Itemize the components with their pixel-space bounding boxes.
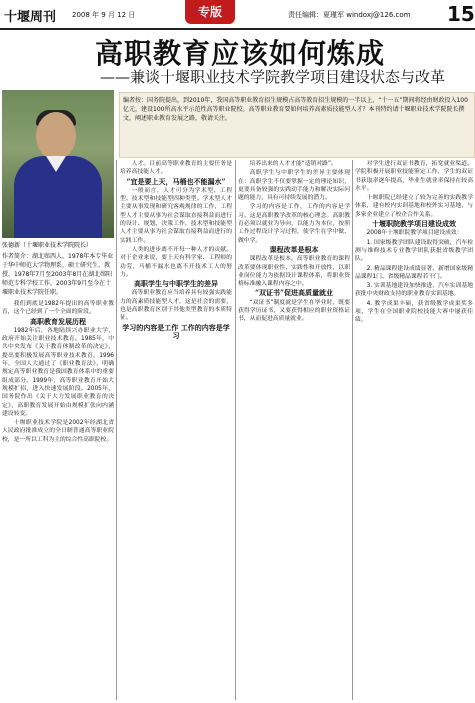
paragraph: 人才。目前高等职业教育的主要任务是培养高技能人才。 — [120, 161, 232, 176]
paragraph: “双证书”制度就是学生在毕业时，既要获得学历证书，又要获得相应的职业资格证书，从而促进高质量就业。 — [238, 299, 350, 323]
paragraph: 课程改革是根本。高等职业教育的课程改革要体现职业性、实践性和开放性，以职业岗位能力为依据设计课程体系，将职业资格标准融入课程内容之中。 — [238, 256, 350, 288]
column-divider — [352, 160, 353, 700]
paragraph: 我们到底是1982年提出的高等职业教育，这个已经到了一个全面的阶段。 — [2, 301, 114, 316]
paper-name: 十堰周刊 — [4, 10, 57, 25]
section-heading: “宜是要上天，马桶也不能漏水” — [126, 176, 226, 186]
article-subtitle: ——兼谈十堰职业技术学院教学项目建设状态与改革 — [100, 68, 446, 86]
article-title: 高职教育应该如何炼成 — [95, 37, 386, 70]
section-tag: 专版 — [185, 0, 235, 24]
section-heading: 学习的内容是工作 工作的内容是学习 — [122, 322, 230, 340]
section-heading: 课程改革是根本 — [269, 244, 319, 254]
section-heading: “双证书”促进高质量就业 — [254, 288, 334, 298]
column-1 — [2, 300, 114, 700]
paragraph: 高等职业教育应当培养具有较强实践能力的高素质技能型人才，这是社会的需要，也是高职教育区别于其他类型教育的本质特征。 — [120, 290, 232, 322]
paragraph: 1982年后，各地陆续兴办职业大学，政府开始关注职业技术教育。1985年，中共中央发布《关于教育体制改革的决定》，提出要积极发展高等职业技术教育。1996年，全国人大通过了《职业教育法》，明确规定高等职业教育是我国教育体系中的重要组成部分。1999年，高等职业教育开始大规模扩招，进入快速发展阶段。2005年，国务院作出《关于大力发展职业教育的决定》，高职教育发展开始由规模扩张向内涵建设转变。 — [2, 327, 114, 417]
paragraph: 培养出来的人才才能“适销对路”。 — [249, 161, 337, 167]
author-bio: 作者简介：湖北郧西人，1978年本专毕业于华中师范大学物理系，硕士研究生，教授，1978年7月至2003年8月在湖北郧阳师范专科学校工作，2003年9月至今在十堰职业技术学院任职。 — [2, 253, 114, 296]
column-divider — [116, 160, 117, 700]
page-number: 15 — [447, 2, 475, 26]
editor-line: 责任编辑：夏瑾军 windoxj@126.com — [288, 11, 411, 19]
paragraph: 十堰职院已经建立了较为完善的实践教学体系，建有校内实训基地和校外实习基地，与多家企业建立了校企合作关系。 — [355, 195, 473, 218]
page-header — [0, 0, 475, 30]
section-heading: 高职教育发展历程 — [30, 316, 86, 326]
paragraph: 2008年十堰职院教学项目建设成效： — [366, 230, 463, 237]
column-4 — [355, 160, 473, 700]
paragraph: 高职学生与中职学生的差异主要体现在：高职学生不仅要掌握一定的理论知识，更要具备较强的实践动手能力和解决实际问题的能力，具有可持续发展的潜力。 — [238, 170, 350, 202]
paragraph: 4. 教学成果丰硕，获省级教学成果奖多项，学生在全国职业院校技能大赛中屡获佳绩。 — [355, 300, 473, 324]
paragraph: 对学生进行双证书教育，拓宽就业渠道。学院积极开展职业技能鉴定工作，学生的双证书获取率逐年提高，毕业生就业率保持在较高水平。 — [355, 161, 473, 192]
paragraph: 1. 国家级教学团队建设取得突破，汽车检测与维修技术专业教学团队获批省级教学团队。 — [355, 239, 473, 263]
photo-caption: 张德新（十堰职业技术学院院长） — [2, 242, 93, 249]
paragraph: 一般而言，人才可分为学术型、工程型、技术型和技能型四种类型。学术型人才主要从事发现和研究客观规律的工作，工程型人才主要从事为社会谋取直接利益而进行的设计、规划、决策工作，技术型和技能型人才主要从事为社会谋取直接利益而进行的实践工作。 — [120, 187, 232, 244]
section-heading: 高职学生与中职学生的差异 — [134, 279, 218, 289]
paragraph: 2. 精品课程建设成绩显著，新增国家级精品课程1门、省级精品课程若干门。 — [355, 265, 473, 280]
paragraph: 学习的内容是工作，工作的内容是学习。这是高职教学改革的核心理念。高职教育必须以就业为导向，以能力为本位，按照工作过程设计学习过程，使学生在学中做、做中学。 — [238, 204, 350, 244]
author-photo — [2, 90, 114, 238]
section-heading: 十堰职院教学项目建设成效 — [372, 219, 456, 229]
issue-date: 2008 年 9 月 12 日 — [72, 11, 136, 19]
paragraph: 十堰职业技术学院是2002年经湖北省人民政府批准成立的全日制普通高等职业院校，是一所以工科为主的综合性高职院校。 — [2, 420, 114, 443]
paragraph: 3. 实训基地建设加快推进，汽车实训基地获批中央财政支持的职业教育实训基地。 — [355, 283, 473, 298]
editor-note: 编者按：国务院提出，到2010年，我国高等职业教育招生规模占高等教育招生规模的一半以上，“十一五”期间将经由财政投入100亿元，建设100所高水平示范性高等职业院校。高等职业教育要如何培养高素质技能型人才？本刊特约请十堰职业技术学院院长撰文，阐述职业教育发展之路，敬请关注。 — [123, 97, 468, 122]
column-divider — [235, 160, 236, 700]
column-2 — [120, 160, 232, 700]
paragraph: 人类的进步离不开每一种人才的贡献。对于企业来说，要上天有科学家、工程师的功劳，马桶不漏水也离不开技术工人的努力。 — [120, 246, 232, 278]
column-3 — [238, 160, 350, 700]
